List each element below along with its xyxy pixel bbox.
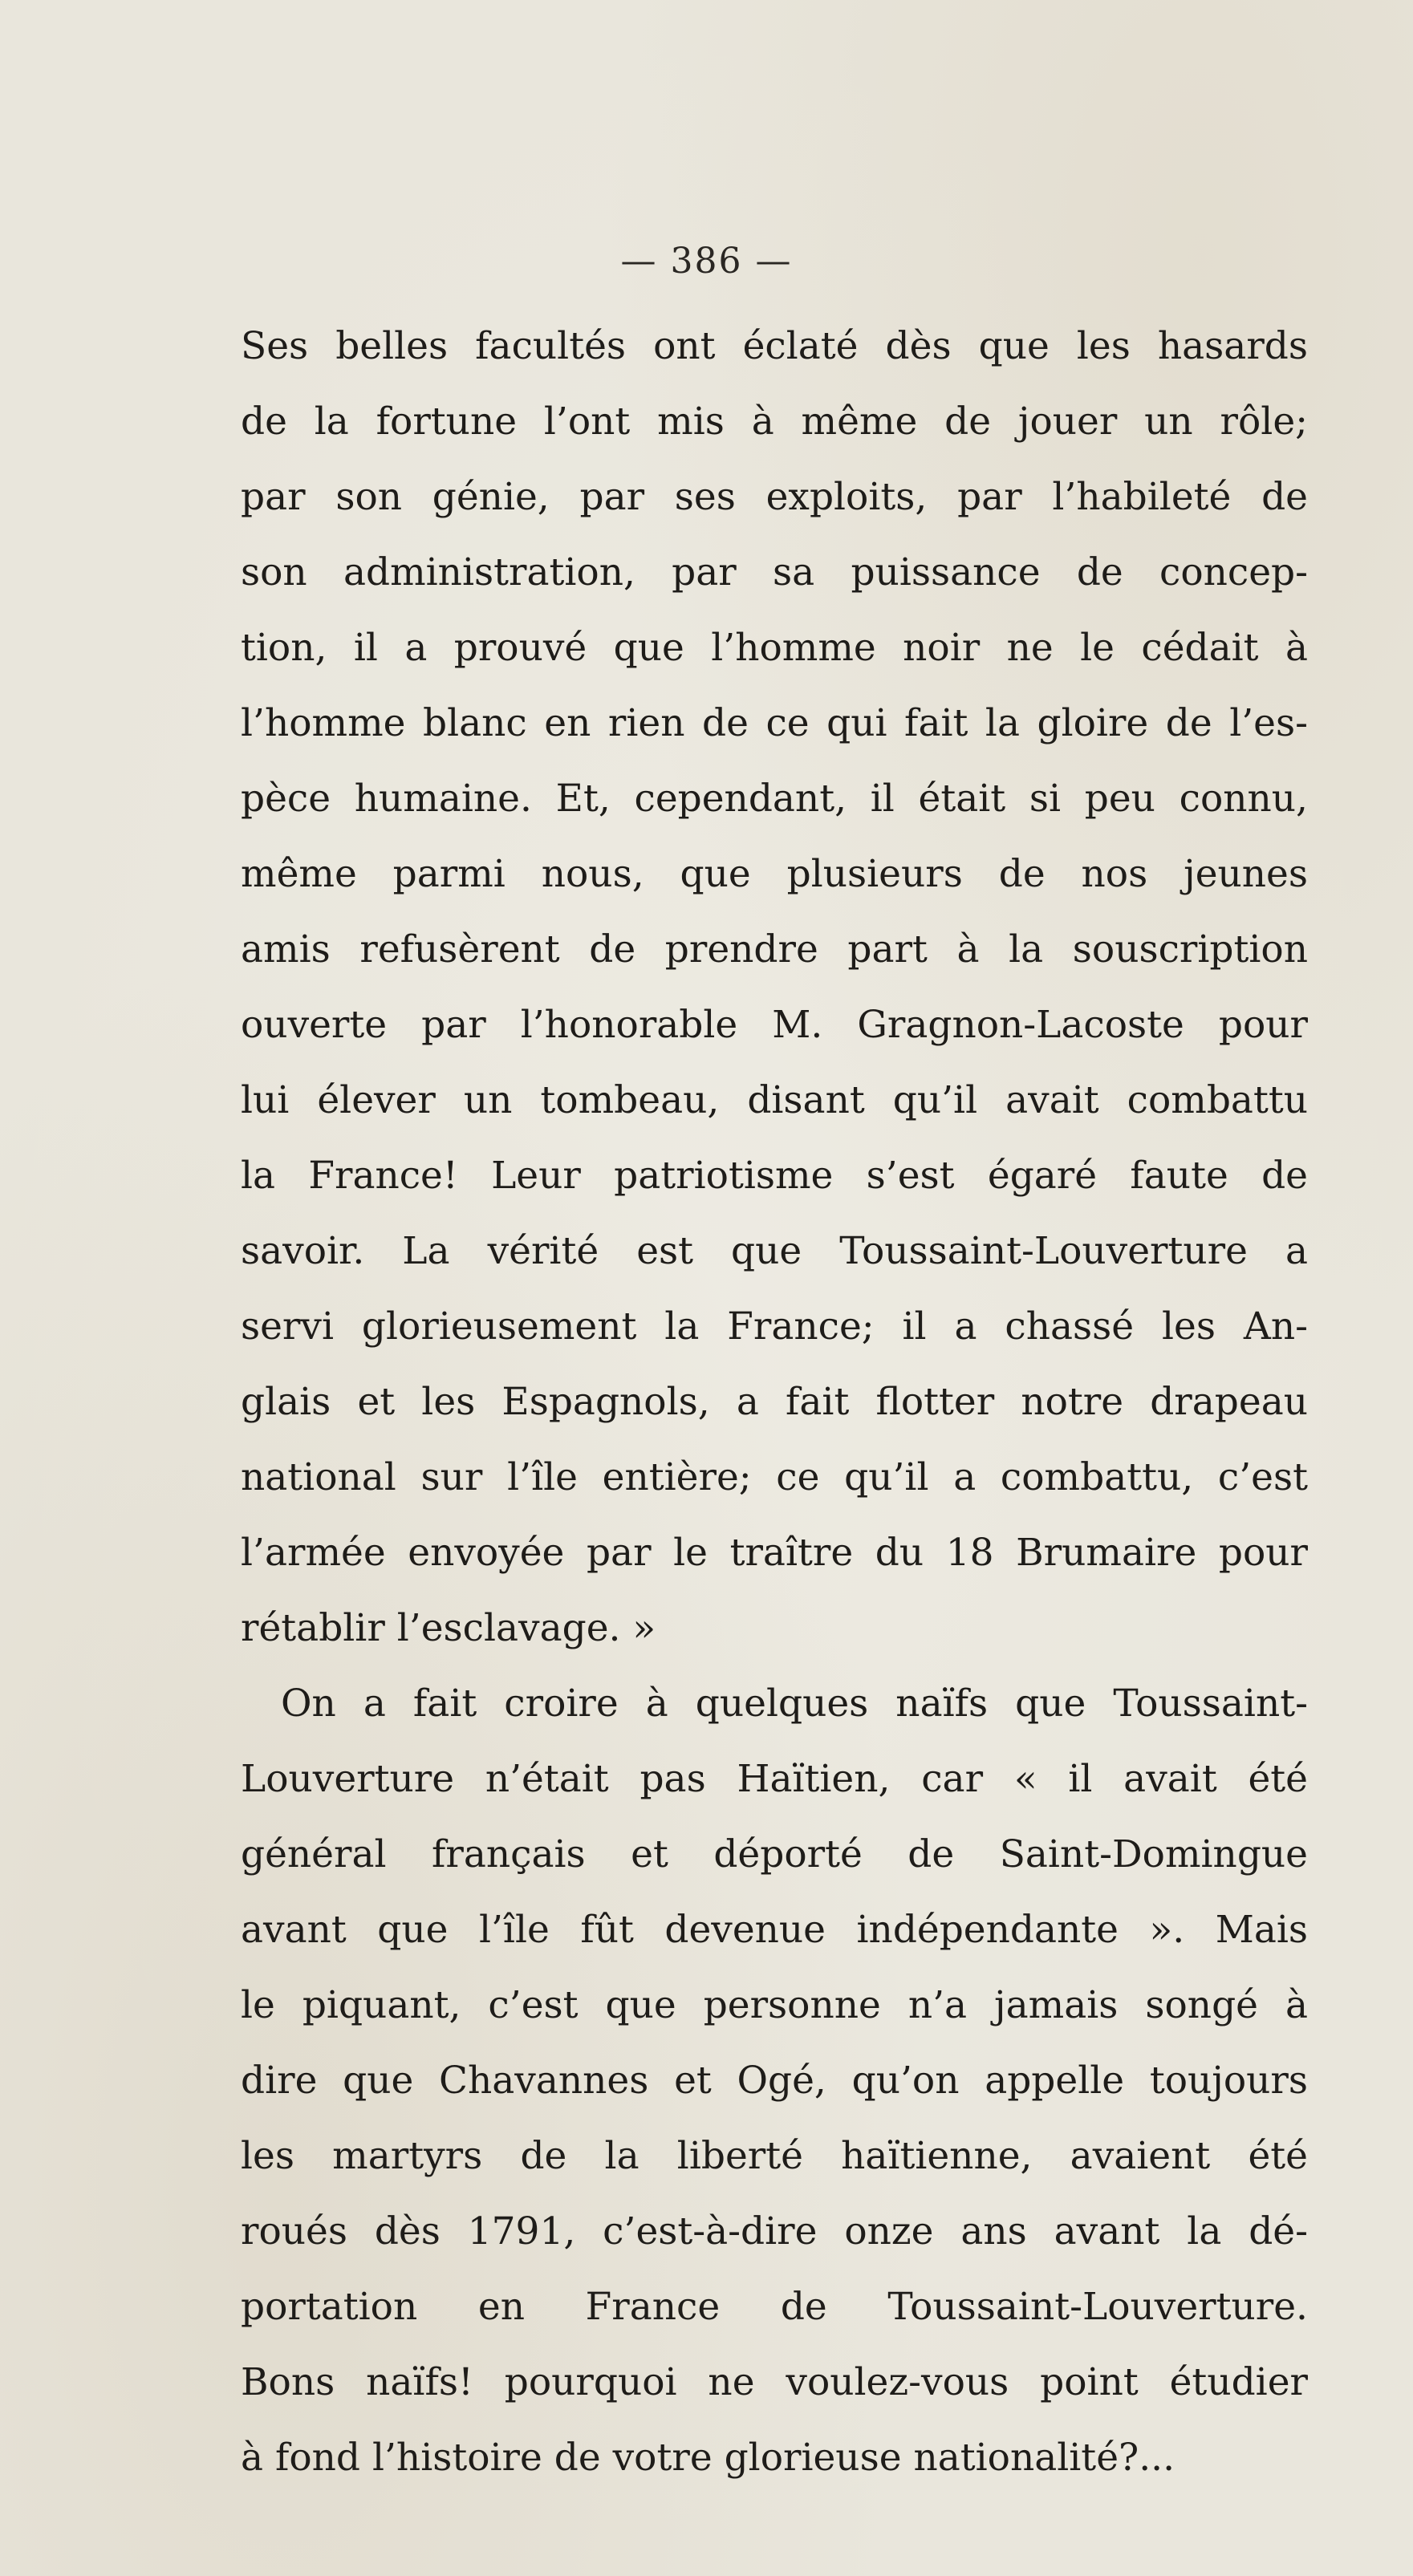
text-line: le piquant, c’est que personne n’a jamais songé à — [241, 1983, 1308, 2027]
text-line: l’armée envoyée par le traître du 18 Brumaire pour — [241, 1531, 1308, 1575]
text-line: ouverte par l’honorable M. Gragnon-Lacoste pour — [241, 1003, 1308, 1047]
text-line: la France! Leur patriotisme s’est égaré faute de — [241, 1154, 1308, 1198]
page-number: — 386 — — [620, 241, 793, 282]
text-line: Louverture n’était pas Haïtien, car « il avait été — [241, 1757, 1308, 1801]
text-line: son administration, par sa puissance de concep- — [241, 550, 1308, 594]
text-line: pèce humaine. Et, cependant, il était si peu connu, — [241, 777, 1308, 821]
text-line: même parmi nous, que plusieurs de nos jeunes — [241, 852, 1308, 896]
text-line: roués dès 1791, c’est-à-dire onze ans avant la dé- — [241, 2209, 1308, 2253]
text-line: général français et déporté de Saint-Domingue — [241, 1832, 1308, 1876]
text-line: national sur l’île entière; ce qu’il a combattu, c’est — [241, 1455, 1308, 1499]
paragraph-1 — [241, 309, 1308, 1666]
body-text — [241, 309, 1308, 2496]
text-line: avant que l’île fût devenue indépendante ». Mais — [241, 1908, 1308, 1952]
text-line: tion, il a prouvé que l’homme noir ne le cédait à — [241, 626, 1308, 670]
text-line: Bons naïfs! pourquoi ne voulez-vous point étudier — [241, 2360, 1308, 2404]
text-line: de la fortune l’ont mis à même de jouer un rôle; — [241, 400, 1308, 444]
text-line: glais et les Espagnols, a fait flotter notre drapeau — [241, 1380, 1308, 1424]
text-line: les martyrs de la liberté haïtienne, avaient été — [241, 2134, 1308, 2178]
text-line: par son génie, par ses exploits, par l’habileté de — [241, 475, 1308, 519]
text-line: l’homme blanc en rien de ce qui fait la gloire de l’es- — [241, 701, 1308, 745]
text-line: à fond l’histoire de votre glorieuse nationalité?... — [241, 2436, 1175, 2480]
text-line: dire que Chavannes et Ogé, qu’on appelle toujours — [241, 2059, 1308, 2103]
text-line: Ses belles facultés ont éclaté dès que les hasards — [241, 324, 1308, 368]
text-line: rétablir l’esclavage. » — [241, 1606, 656, 1650]
text-line: portation en France de Toussaint-Louverture. — [241, 2285, 1308, 2329]
text-line: servi glorieusement la France; il a chassé les An- — [241, 1304, 1308, 1349]
text-line: lui élever un tombeau, disant qu’il avait combattu — [241, 1078, 1308, 1122]
paragraph-2 — [241, 1666, 1308, 2496]
text-line: savoir. La vérité est que Toussaint-Louverture a — [241, 1229, 1308, 1273]
text-line: amis refusèrent de prendre part à la souscription — [241, 927, 1308, 972]
text-line: On a fait croire à quelques naïfs que Toussaint- — [281, 1681, 1308, 1726]
